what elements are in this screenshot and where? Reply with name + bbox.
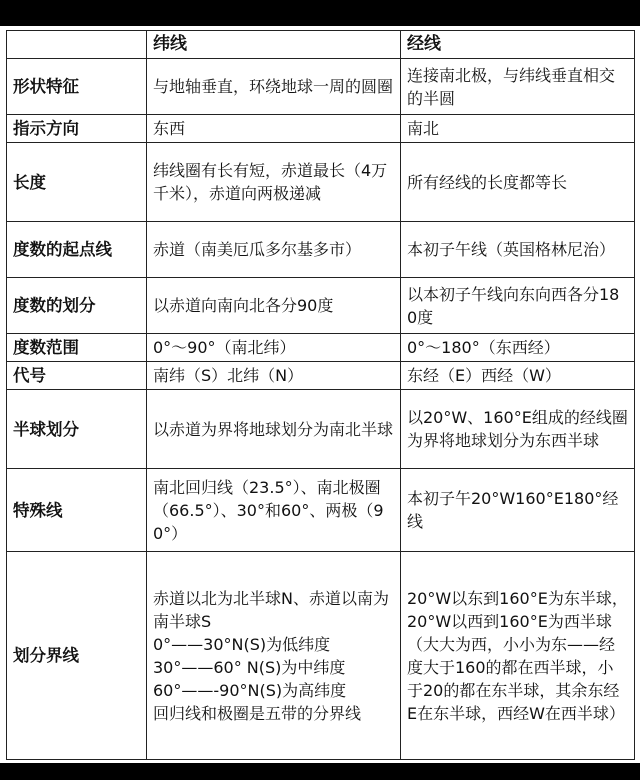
latitude-cell: 以赤道为界将地球划分为南北半球 [147, 390, 401, 469]
latitude-cell: 南纬（S）北纬（N） [147, 362, 401, 390]
longitude-cell: 南北 [401, 115, 635, 143]
header-empty [7, 31, 147, 59]
row-label: 度数范围 [7, 334, 147, 362]
header-longitude: 经线 [401, 31, 635, 59]
table-row [7, 222, 635, 278]
longitude-cell: 本初子午20°W160°E180°经线 [401, 469, 635, 552]
latitude-cell: 赤道以北为北半球N、赤道以南为南半球S 0°——30°N(S)为低纬度 30°——60° N(S)为中纬度 60°——-90°N(S)为高纬度 回归线和极圈是五带的分界线 [147, 552, 401, 760]
table-row [7, 334, 635, 362]
longitude-cell: 东经（E）西经（W） [401, 362, 635, 390]
document-sheet [0, 26, 640, 763]
table-row [7, 115, 635, 143]
longitude-cell: 本初子午线（英国格林尼治） [401, 222, 635, 278]
row-label: 长度 [7, 143, 147, 222]
row-label: 代号 [7, 362, 147, 390]
header-latitude: 纬线 [147, 31, 401, 59]
latitude-cell: 南北回归线（23.5°）、南北极圈（66.5°）、30°和60°、两极（90°） [147, 469, 401, 552]
row-label: 划分界线 [7, 552, 147, 760]
longitude-cell: 连接南北极，与纬线垂直相交的半圆 [401, 59, 635, 115]
table-row [7, 390, 635, 469]
row-label: 形状特征 [7, 59, 147, 115]
latitude-cell: 以赤道向南向北各分90度 [147, 278, 401, 334]
latitude-cell: 赤道（南美厄瓜多尔基多市） [147, 222, 401, 278]
latitude-cell: 与地轴垂直，环绕地球一周的圆圈 [147, 59, 401, 115]
row-label: 度数的起点线 [7, 222, 147, 278]
table-row [7, 469, 635, 552]
table-row [7, 362, 635, 390]
table-row [7, 552, 635, 760]
longitude-cell: 以本初子午线向东向西各分180度 [401, 278, 635, 334]
latitude-cell: 纬线圈有长有短，赤道最长（4万千米），赤道向两极递减 [147, 143, 401, 222]
latitude-longitude-table [6, 30, 635, 760]
row-label: 度数的划分 [7, 278, 147, 334]
header-row [7, 31, 635, 59]
row-label: 特殊线 [7, 469, 147, 552]
table-row [7, 143, 635, 222]
row-label: 半球划分 [7, 390, 147, 469]
longitude-cell: 0°～180°（东西经） [401, 334, 635, 362]
longitude-cell: 以20°W、160°E组成的经线圈为界将地球划分为东西半球 [401, 390, 635, 469]
latitude-cell: 0°～90°（南北纬） [147, 334, 401, 362]
row-label: 指示方向 [7, 115, 147, 143]
latitude-cell: 东西 [147, 115, 401, 143]
table-row [7, 278, 635, 334]
longitude-cell: 所有经线的长度都等长 [401, 143, 635, 222]
longitude-cell: 20°W以东到160°E为东半球，20°W以西到160°E为西半球（大大为西，小小为东——经度大于160的都在西半球，小于20的都在东半球，其余东经E在东半球，西经W在西半球） [401, 552, 635, 760]
table-row [7, 59, 635, 115]
